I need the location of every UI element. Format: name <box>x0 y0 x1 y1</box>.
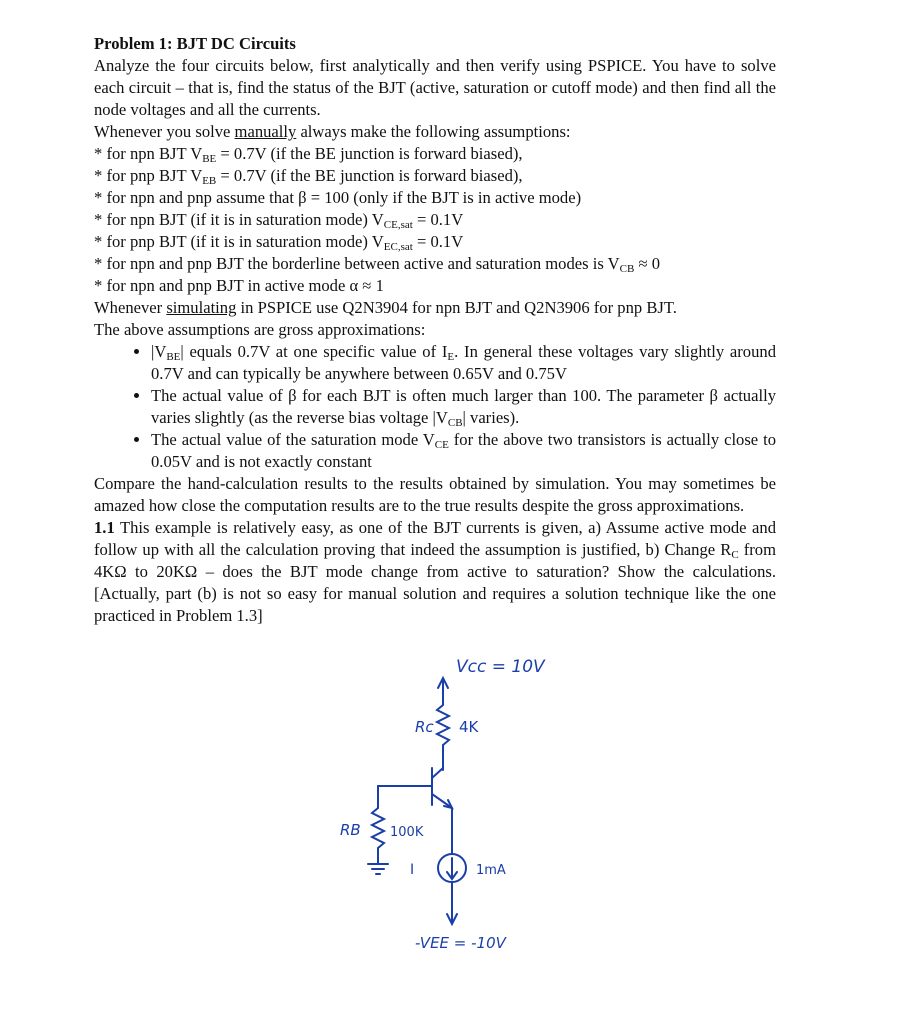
note-2: • The actual value of β for each BJT is often much larger than 100. The parameter β actually varies slightly (as the reverse bias voltage $|V_{CB}|$ varies). <box>151 385 776 429</box>
assumption-3: * for npn and pnp assume that β = 100 (only if the BJT is in active mode) <box>94 188 582 207</box>
current-symbol: I <box>410 862 415 878</box>
vee-label: -VEE = -10V <box>415 934 506 952</box>
rb-symbol: RB <box>340 821 361 839</box>
assumptions-heading: Whenever you solve manually always make the following assumptions: <box>94 122 571 141</box>
assumption-2: * for pnp BJT $V_{EB} = 0.7V$ (if the BE junction is forward biased), <box>94 166 523 187</box>
assumption-4: * for npn BJT (if it is in saturation mode) $V_{CE,sat} = 0.1V$ <box>94 210 464 231</box>
gross-heading: The above assumptions are gross approximations: <box>94 320 426 339</box>
rb-value: 100K <box>390 825 424 840</box>
note-3: • The actual value of the saturation mode $V_{CE}$ for the above two transistors is actually close to 0.05V and is not exactly constant <box>151 429 776 473</box>
current-value: 1mA <box>476 863 506 878</box>
assumption-5: * for pnp BJT (if it is in saturation mode) $V_{EC,sat} = 0.1V$ <box>94 232 464 253</box>
vcc-label: Vcc = 10V <box>456 657 545 677</box>
note-1: • $|V_{BE}|$ equals 0.7V at one specific value of $I_E$. In general these voltages vary slightly around 0.7V and can typically be anywhere between 0.65V and 0.75V <box>151 341 776 385</box>
intro-paragraph: Analyze the four circuits below, first analytically and then verify using PSPICE. You have to solve each circuit – that is, find the status of the BJT (active, saturation or cutoff mode) and then find all the node voltages and all the currents. <box>94 56 776 119</box>
bjt-circuit-diagram <box>320 650 560 960</box>
rc-symbol: Rc <box>415 718 434 736</box>
assumption-1: * for npn BJT $V_{BE} = 0.7V$ (if the BE junction is forward biased), <box>94 144 523 165</box>
compare-paragraph: Compare the hand-calculation results to the results obtained by simulation. You may sometimes be amazed how close the computation results are to the true results despite the gross approximations. <box>94 474 776 515</box>
problem-title: Problem 1: BJT DC Circuits <box>94 34 296 53</box>
rc-value: 4K <box>459 718 479 736</box>
assumption-6: * for npn and pnp BJT the borderline between active and saturation modes is $V_{CB} \approx 0$ <box>94 254 661 275</box>
problem-1-1: 1.1 This example is relatively easy, as one of the BJT currents is given, a) Assume active mode and follow up with all the calculation proving that indeed the assumption is justified, b) Change $R_C$ from 4KΩ to 20KΩ – does the BJT mode change from active to saturation? Show the calculations. [Actually, part (b) is not so easy for manual solution and requires a solution technique like the one practiced in Problem 1.3] <box>94 518 777 625</box>
simulating-line: Whenever simulating in PSPICE use Q2N3904 for npn BJT and Q2N3906 for pnp BJT. <box>94 298 677 317</box>
problem-page <box>94 33 776 627</box>
notes-list <box>94 341 776 473</box>
assumption-7: * for npn and pnp BJT in active mode α ≈ 1 <box>94 276 384 295</box>
